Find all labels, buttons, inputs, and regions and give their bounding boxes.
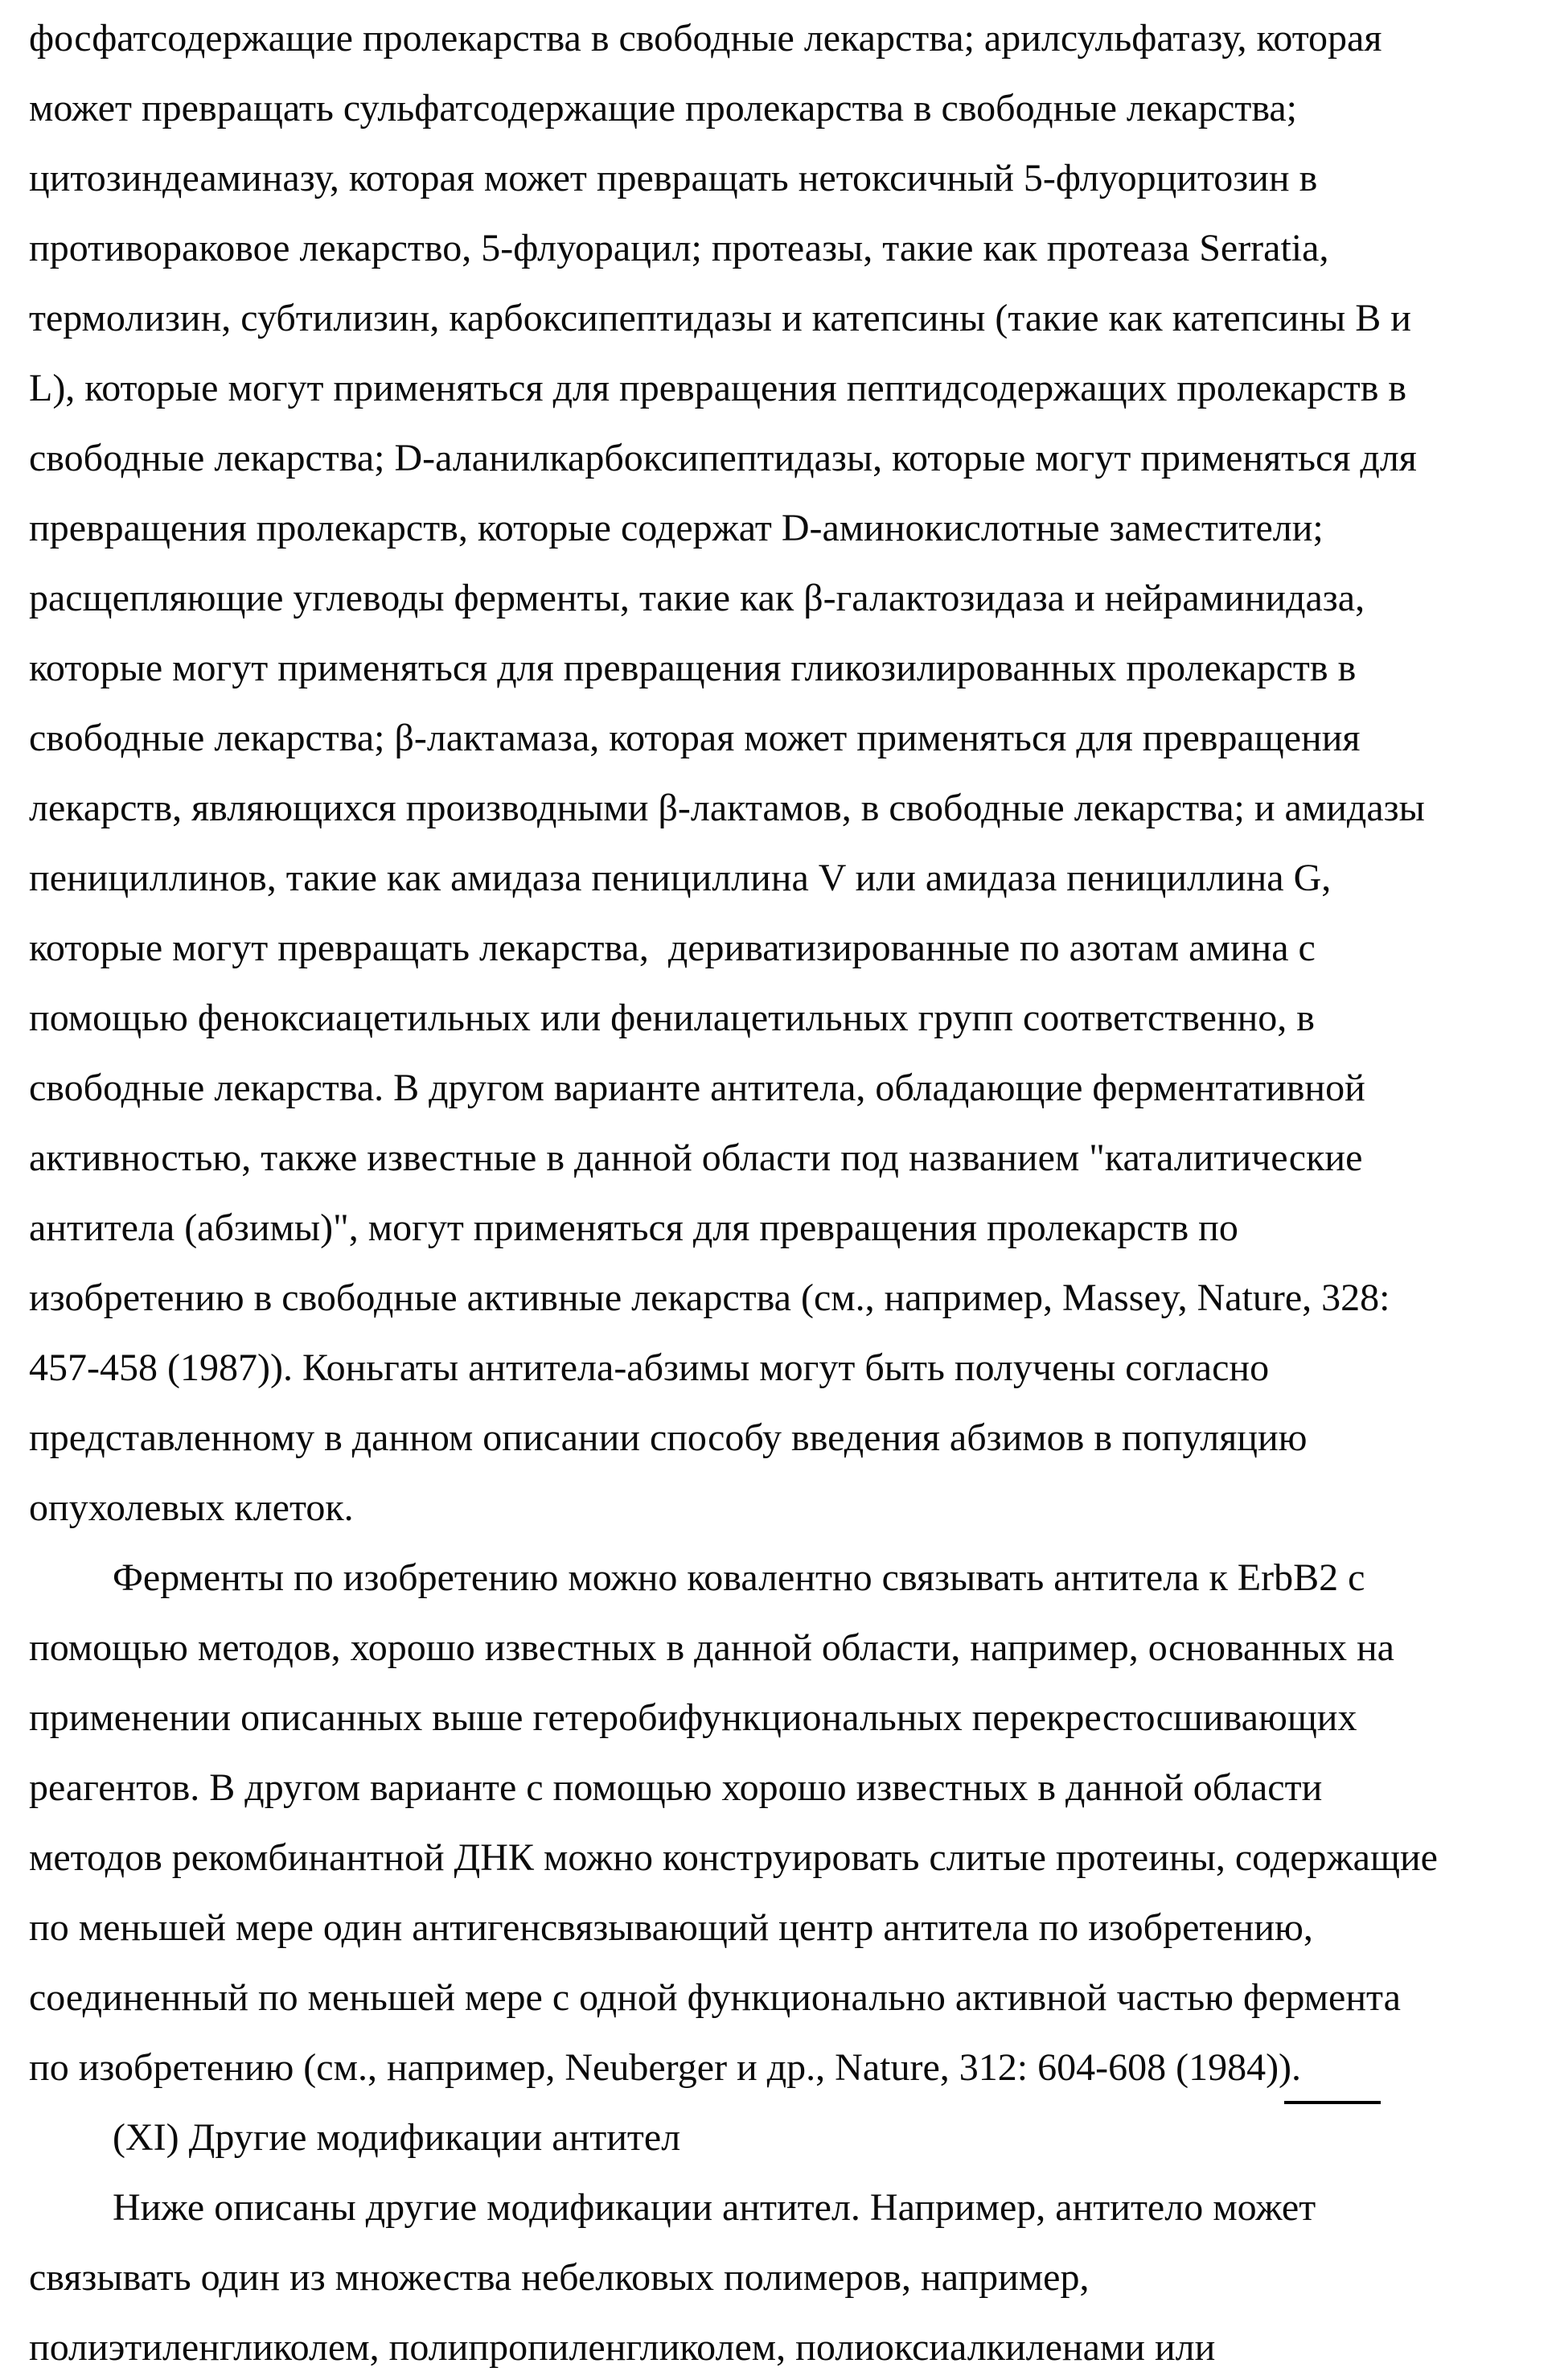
text-line: изобретению в свободные активные лекарства (см., например, Massey, Nature, 328: [29,1276,1390,1319]
text-line: помощью методов, хорошо известных в данной области, например, основанных на [29,1626,1394,1669]
text-line-section-heading: (XI) Другие модификации антител [113,2116,681,2159]
text-line-paragraph-start: Ниже описаны другие модификации антител. Например, антитело может [113,2186,1316,2229]
text-line: опухолевых клеток. [29,1486,354,1529]
text-line: связывать один из множества небелковых полимеров, например, [29,2256,1090,2299]
text-line: представленному в данном описании способу введения абзимов в популяцию [29,1416,1308,1459]
text-line: свободные лекарства. В другом варианте антитела, обладающие ферментативной [29,1067,1365,1109]
text-line: по изобретению (см., например, Neuberger и др., Nature, 312: 604-608 (1984)). [29,2046,1302,2089]
text-line: может превращать сульфатсодержащие пролекарства в свободные лекарства; [29,87,1297,129]
text-line: превращения пролекарств, которые содержат D-аминокислотные заместители; [29,507,1324,549]
text-line: соединенный по меньшей мере с одной функционально активной частью фермента [29,1976,1401,2019]
text-block [29,3,1541,2380]
text-line: по меньшей мере один антигенсвязывающий центр антитела по изобретению, [29,1906,1313,1949]
text-line: применении описанных выше гетеробифункциональных перекрестосшивающих [29,1696,1357,1739]
text-line: L), которые могут применяться для превращения пептидсодержащих пролекарств в [29,367,1407,409]
text-line: расщепляющие углеводы ферменты, такие как β-галактозидаза и нейраминидаза, [29,577,1365,619]
text-line: полиэтиленгликолем, полипропиленгликолем, полиоксиалкиленами или [29,2326,1216,2369]
text-line: которые могут применяться для превращения гликозилированных пролекарств в [29,647,1357,689]
text-line: которые могут превращать лекарства, дериватизированные по азотам амина с [29,927,1316,969]
text-line: помощью феноксиацетильных или фенилацетильных групп соответственно, в [29,997,1315,1039]
text-line-paragraph-start: Ферменты по изобретению можно ковалентно связывать антитела к ErbB2 с [113,1556,1365,1599]
text-line: термолизин, субтилизин, карбоксипептидазы и катепсины (такие как катепсины B и [29,297,1411,339]
text-line: методов рекомбинантной ДНК можно конструировать слитые протеины, содержащие [29,1836,1438,1879]
text-line: активностью, также известные в данной области под названием "каталитические [29,1137,1363,1179]
text-line: реагентов. В другом варианте с помощью хорошо известных в данной области [29,1766,1323,1809]
text-line: цитозиндеаминазу, которая может превращать нетоксичный 5-флуорцитозин в [29,157,1318,199]
text-line: свободные лекарства; D-аланилкарбоксипептидазы, которые могут применяться для [29,437,1417,479]
separator-line [1284,2101,1381,2104]
text-line: свободные лекарства; β-лактамаза, которая может применяться для превращения [29,717,1361,759]
text-line: противораковое лекарство, 5-флуорацил; протеазы, такие как протеаза Serratia, [29,227,1329,269]
text-line: антитела (абзимы)", могут применяться для превращения пролекарств по [29,1206,1238,1249]
text-line: пенициллинов, такие как амидаза пенициллина V или амидаза пенициллина G, [29,857,1332,899]
text-line: 457-458 (1987)). Коньгаты антитела-абзимы могут быть получены согласно [29,1346,1270,1389]
text-line: фосфатсодержащие пролекарства в свободные лекарства; арилсульфатазу, которая [29,17,1382,60]
text-line: лекарств, являющихся производными β-лактамов, в свободные лекарства; и амидазы [29,787,1425,829]
